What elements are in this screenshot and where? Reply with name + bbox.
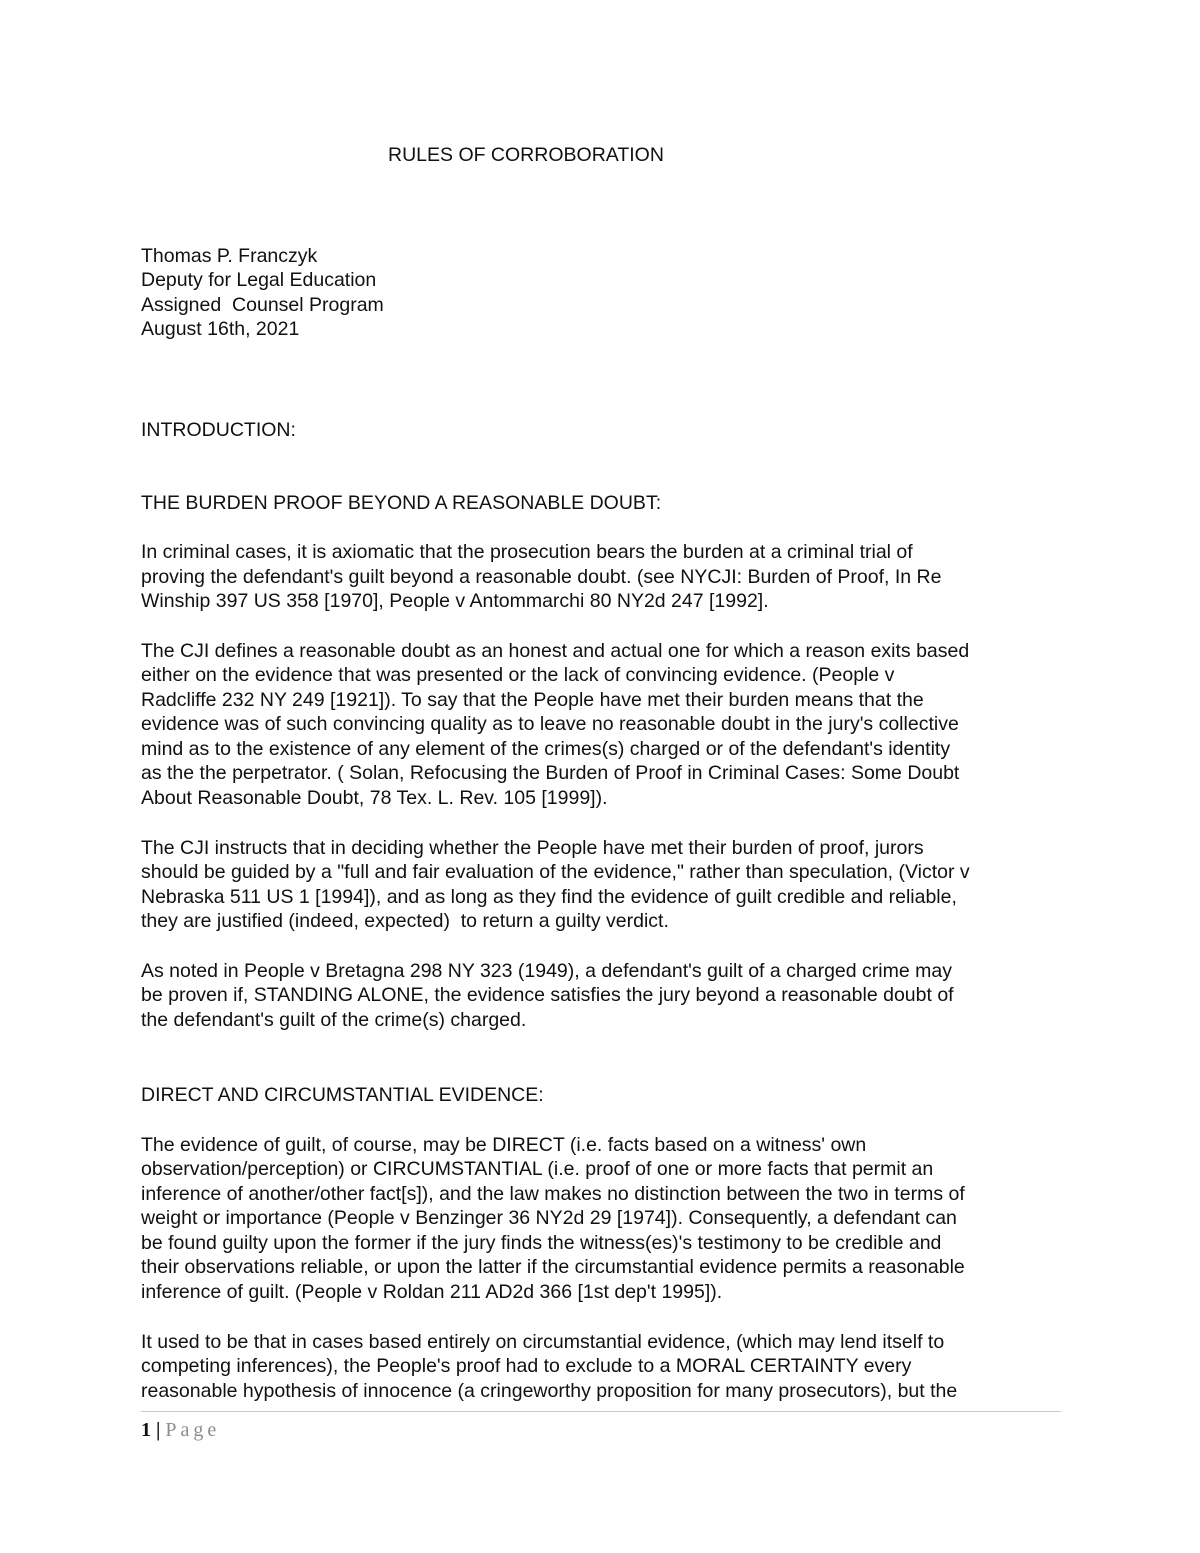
paragraph-line: reasonable hypothesis of innocence (a cringeworthy proposition for many prosecutors), but the bbox=[141, 1380, 958, 1402]
paragraph-line: The evidence of guilt, of course, may be DIRECT (i.e. facts based on a witness' own bbox=[141, 1134, 867, 1156]
paragraph-line: as the the perpetrator. ( Solan, Refocusing the Burden of Proof in Criminal Cases: Some Doubt bbox=[141, 762, 960, 784]
paragraph-line: The CJI defines a reasonable doubt as an honest and actual one for which a reason exits based bbox=[141, 640, 970, 662]
page-number: 1 bbox=[141, 1419, 151, 1441]
author-name: Thomas P. Franczyk bbox=[141, 245, 318, 267]
paragraph-line: About Reasonable Doubt, 78 Tex. L. Rev. 105 [1999]). bbox=[141, 787, 608, 809]
introduction-heading: INTRODUCTION: bbox=[141, 419, 296, 441]
paragraph-line: their observations reliable, or upon the latter if the circumstantial evidence permits a reasonable bbox=[141, 1256, 965, 1278]
paragraph-line: In criminal cases, it is axiomatic that the prosecution bears the burden at a criminal trial of bbox=[141, 541, 913, 563]
footer-divider bbox=[141, 1411, 1061, 1412]
paragraph-line: Winship 397 US 358 [1970], People v Antommarchi 80 NY2d 247 [1992]. bbox=[141, 590, 769, 612]
paragraph-line: mind as to the existence of any element of the crimes(s) charged or of the defendant's identity bbox=[141, 738, 951, 760]
paragraph-line: Radcliffe 232 NY 249 [1921]). To say that the People have met their burden means that the bbox=[141, 689, 924, 711]
author-program: Assigned Counsel Program bbox=[141, 294, 384, 316]
author-position: Deputy for Legal Education bbox=[141, 269, 377, 291]
paragraph-line: the defendant's guilt of the crime(s) charged. bbox=[141, 1009, 527, 1031]
paragraph-line: should be guided by a "full and fair evaluation of the evidence," rather than speculation, (Victor v bbox=[141, 861, 970, 883]
page-label: Page bbox=[165, 1419, 221, 1441]
paragraph-line: evidence was of such convincing quality as to leave no reasonable doubt in the jury's collective bbox=[141, 713, 959, 735]
paragraph-line: Nebraska 511 US 1 [1994]), and as long as they find the evidence of guilt credible and reliable, bbox=[141, 886, 957, 908]
footer-separator: | bbox=[156, 1419, 161, 1441]
direct-evidence-heading: DIRECT AND CIRCUMSTANTIAL EVIDENCE: bbox=[141, 1084, 544, 1106]
paragraph-line: either on the evidence that was presented or the lack of convincing evidence. (People v bbox=[141, 664, 895, 686]
page-footer bbox=[141, 1417, 220, 1443]
paragraph-line: As noted in People v Bretagna 298 NY 323 (1949), a defendant's guilt of a charged crime may bbox=[141, 960, 952, 982]
paragraph-line: be found guilty upon the former if the jury finds the witness(es)'s testimony to be credible and bbox=[141, 1232, 942, 1254]
paragraph-line: It used to be that in cases based entirely on circumstantial evidence, (which may lend itself to bbox=[141, 1331, 945, 1353]
paragraph-line: inference of another/other fact[s]), and the law makes no distinction between the two in terms of bbox=[141, 1183, 965, 1205]
paragraph-line: observation/perception) or CIRCUMSTANTIAL (i.e. proof of one or more facts that permit an bbox=[141, 1158, 934, 1180]
document-date: August 16th, 2021 bbox=[141, 318, 300, 340]
paragraph-line: they are justified (indeed, expected) to return a guilty verdict. bbox=[141, 910, 669, 932]
paragraph-line: proving the defendant's guilt beyond a reasonable doubt. (see NYCJI: Burden of Proof, In Re bbox=[141, 566, 942, 588]
burden-heading: THE BURDEN PROOF BEYOND A REASONABLE DOUBT: bbox=[141, 492, 662, 514]
paragraph-line: weight or importance (People v Benzinger 36 NY2d 29 [1974]). Consequently, a defendant can bbox=[141, 1207, 957, 1229]
paragraph-line: The CJI instructs that in deciding whether the People have met their burden of proof, jurors bbox=[141, 837, 924, 859]
paragraph-line: inference of guilt. (People v Roldan 211 AD2d 366 [1st dep't 1995]). bbox=[141, 1281, 723, 1303]
paragraph-line: competing inferences), the People's proof had to exclude to a MORAL CERTAINTY every bbox=[141, 1355, 912, 1377]
document-title: RULES OF CORROBORATION bbox=[388, 144, 664, 166]
paragraph-line: be proven if, STANDING ALONE, the evidence satisfies the jury beyond a reasonable doubt of bbox=[141, 984, 954, 1006]
